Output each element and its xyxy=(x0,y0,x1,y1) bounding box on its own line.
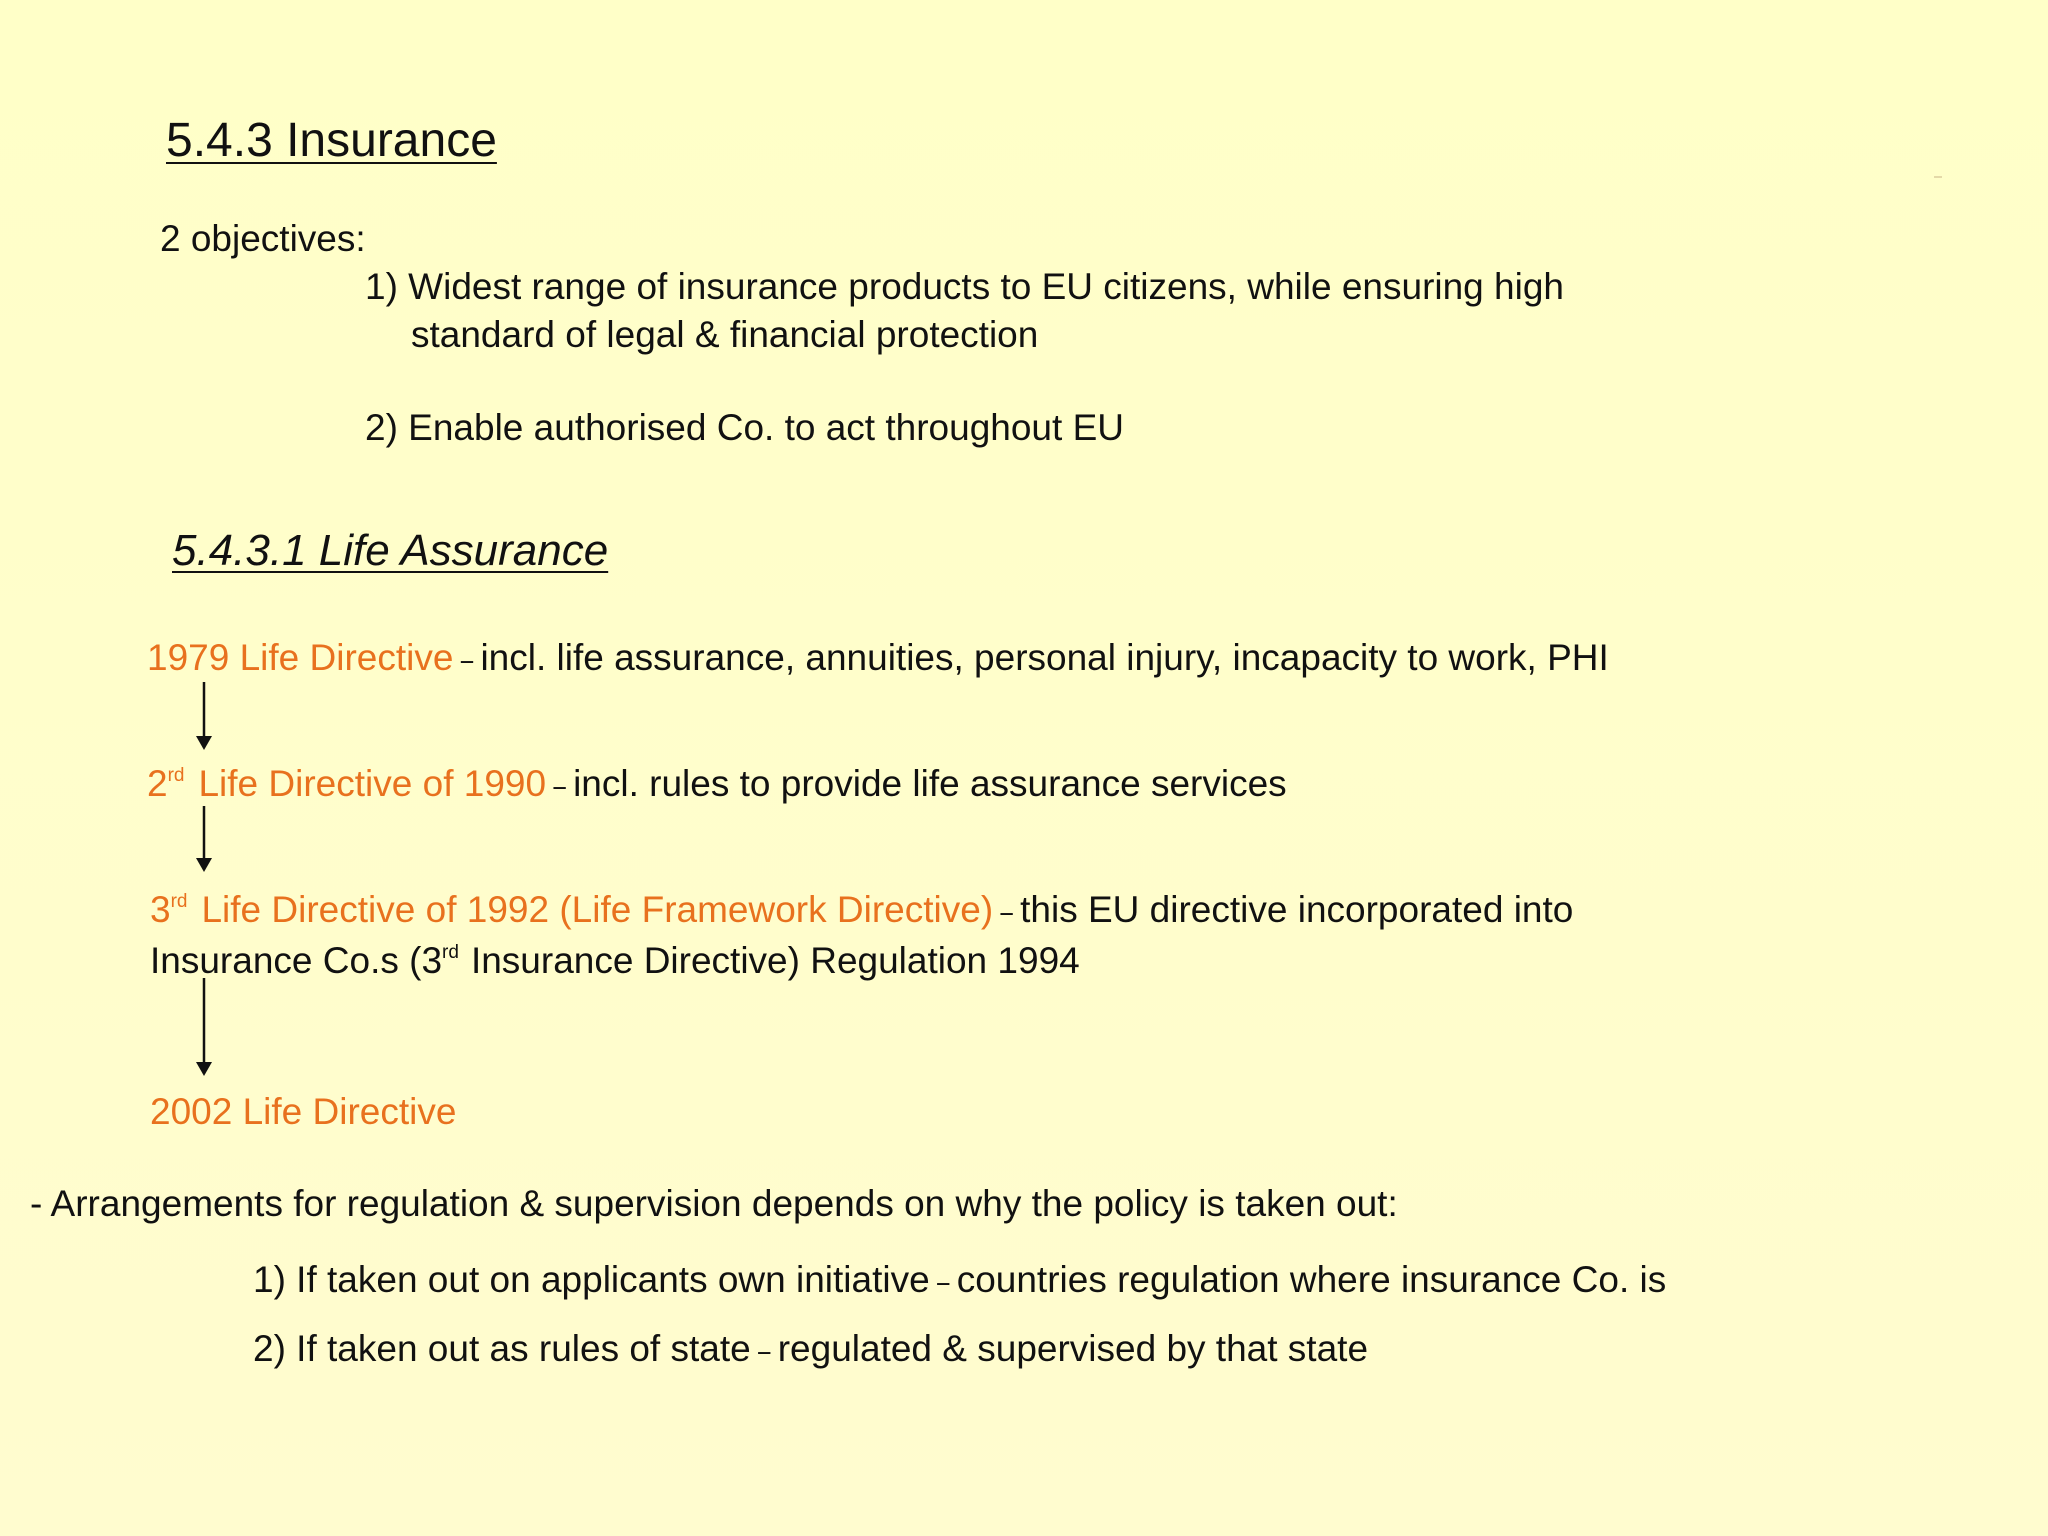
arrow-down-icon xyxy=(196,682,216,752)
directive-line-1 xyxy=(150,886,1573,937)
directive-2002 xyxy=(150,1088,456,1136)
directive-1979 xyxy=(147,634,1609,685)
ordinal-suffix: rd xyxy=(442,942,459,963)
directive-number: 2 xyxy=(147,763,168,804)
regulation-text-end: Insurance Directive) Regulation 1994 xyxy=(470,940,1080,981)
directive-description: incl. life assurance, annuities, personal injury, incapacity to work, PHI xyxy=(480,637,1609,678)
dash: – xyxy=(459,643,475,678)
ordinal-suffix: rd xyxy=(170,891,188,912)
dash: – xyxy=(756,1334,772,1369)
ordinal-suffix: rd xyxy=(167,765,185,786)
directive-line-2 xyxy=(150,937,1573,985)
rule-1 xyxy=(253,1259,1666,1301)
directive-name: Life Directive of 1992 (Life Framework Directive) xyxy=(201,889,994,930)
objective-1 xyxy=(365,263,1564,359)
rule-condition: 2) If taken out as rules of state xyxy=(253,1328,751,1369)
directive-name: 2002 Life Directive xyxy=(150,1091,457,1132)
dash: – xyxy=(935,1265,951,1300)
directive-description: incl. rules to provide life assurance services xyxy=(573,763,1287,804)
objective-2: 2) Enable authorised Co. to act throughout EU xyxy=(365,407,1124,448)
regulation-text-start: Insurance Co.s (3 xyxy=(150,940,443,981)
directive-number: 3 xyxy=(150,889,171,930)
directive-name: Life Directive of 1990 xyxy=(198,763,547,804)
directive-description: this EU directive incorporated into xyxy=(1020,889,1574,930)
rule-condition: 1) If taken out on applicants own initiative xyxy=(253,1259,930,1300)
objective-1-line-1: 1) Widest range of insurance products to EU citizens, while ensuring high xyxy=(365,266,1564,307)
arrow-down-icon xyxy=(196,978,216,1080)
rule-outcome: regulated & supervised by that state xyxy=(777,1328,1369,1369)
objective-1-line-2: standard of legal & financial protection xyxy=(411,314,1039,355)
dash: – xyxy=(552,769,568,804)
decorative-mark xyxy=(1934,176,1942,178)
dash: – xyxy=(999,895,1015,930)
rule-outcome: countries regulation where insurance Co. is xyxy=(956,1259,1667,1300)
directive-1990 xyxy=(147,760,1287,811)
directive-1992 xyxy=(150,886,1573,985)
page-title: 5.4.3 Insurance xyxy=(166,114,497,167)
arrangements-text: - Arrangements for regulation & supervision depends on why the policy is taken out: xyxy=(30,1183,1398,1224)
section-subtitle: 5.4.3.1 Life Assurance xyxy=(172,526,609,575)
arrow-down-icon xyxy=(196,806,216,876)
directive-name: 1979 Life Directive xyxy=(147,637,454,678)
objectives-intro: 2 objectives: xyxy=(160,218,366,259)
rule-2 xyxy=(253,1328,1368,1370)
